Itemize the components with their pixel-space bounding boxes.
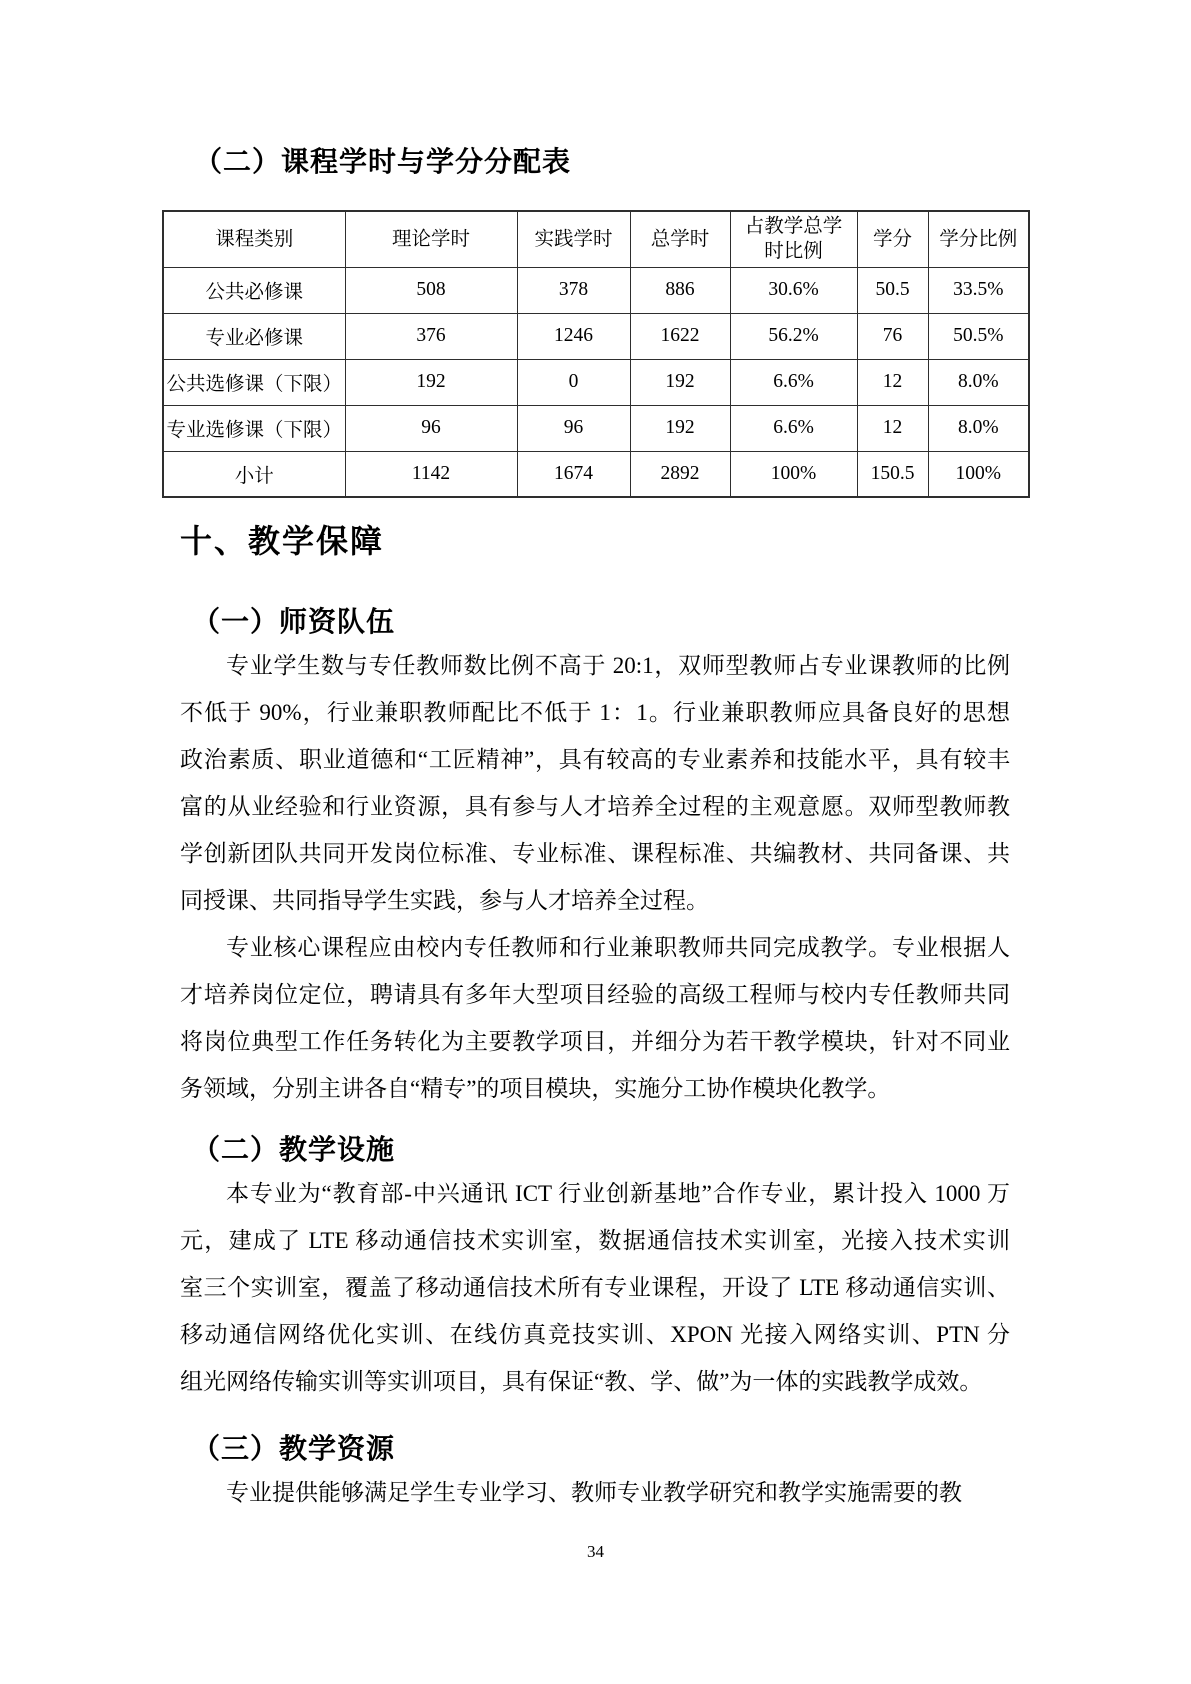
text-line: 专业学生数与专任教师数比例不高于 20:1，双师型教师占专业课教师的比例 <box>226 653 1010 678</box>
table-row <box>163 267 1029 313</box>
table-cell: 小计 <box>163 451 345 497</box>
table-cell: 150.5 <box>857 451 928 497</box>
text-line: 本专业为“教育部-中兴通讯 ICT 行业创新基地”合作专业，累计投入 1000 万 <box>226 1181 1010 1206</box>
header-course-category: 课程类别 <box>163 211 345 267</box>
faculty-paragraph-2 <box>180 924 1010 1112</box>
table-cell: 公共必修课 <box>163 267 345 313</box>
header-total-hours: 总学时 <box>630 211 730 267</box>
header-credits: 学分 <box>857 211 928 267</box>
header-hours-ratio: 占教学总学时比例 <box>730 211 857 267</box>
table-cell: 76 <box>857 313 928 359</box>
text-line: 政治素质、职业道德和“工匠精神”，具有较高的专业素养和技能水平，具有较丰 <box>180 747 1010 772</box>
text-line: 同授课、共同指导学生实践，参与人才培养全过程。 <box>180 888 709 913</box>
table-cell: 8.0% <box>928 405 1029 451</box>
table-row <box>163 359 1029 405</box>
table-cell: 1246 <box>517 313 630 359</box>
table-cell: 8.0% <box>928 359 1029 405</box>
table-cell: 508 <box>345 267 517 313</box>
table-cell: 376 <box>345 313 517 359</box>
table-cell: 50.5% <box>928 313 1029 359</box>
table-row <box>163 313 1029 359</box>
text-line: 将岗位典型工作任务转化为主要教学项目，并细分为若干教学模块，针对不同业 <box>180 1029 1010 1054</box>
table-cell: 30.6% <box>730 267 857 313</box>
table-cell: 192 <box>630 359 730 405</box>
page-number: 34 <box>587 1542 604 1561</box>
resources-paragraph <box>180 1469 1010 1516</box>
heading-credit-hours-table: （二）课程学时与学分分配表 <box>194 146 572 177</box>
header-theory-hours: 理论学时 <box>345 211 517 267</box>
text-line: 富的从业经验和行业资源，具有参与人才培养全过程的主观意愿。双师型教师教 <box>180 794 1010 819</box>
table-cell: 12 <box>857 359 928 405</box>
table-cell: 192 <box>345 359 517 405</box>
text-line: 专业核心课程应由校内专任教师和行业兼职教师共同完成教学。专业根据人 <box>226 935 1010 960</box>
table-cell: 1622 <box>630 313 730 359</box>
faculty-paragraph-1 <box>180 642 1010 924</box>
table-cell: 6.6% <box>730 405 857 451</box>
table-cell: 886 <box>630 267 730 313</box>
heading-teaching-guarantee: 十、教学保障 <box>180 523 385 559</box>
table-cell: 公共选修课（下限） <box>163 359 345 405</box>
text-line: 元，建成了 LTE 移动通信技术实训室，数据通信技术实训室，光接入技术实训 <box>180 1228 1010 1253</box>
header-practice-hours: 实践学时 <box>517 211 630 267</box>
table-cell: 100% <box>730 451 857 497</box>
table-cell: 专业必修课 <box>163 313 345 359</box>
table-cell: 专业选修课（下限） <box>163 405 345 451</box>
table-cell: 1142 <box>345 451 517 497</box>
credit-hours-table <box>162 210 1030 498</box>
heading-faculty-team: （一）师资队伍 <box>192 606 396 637</box>
table-cell: 33.5% <box>928 267 1029 313</box>
text-line: 组光网络传输实训等实训项目，具有保证“教、学、做”为一体的实践教学成效。 <box>180 1369 983 1394</box>
heading-teaching-resources: （三）教学资源 <box>192 1433 396 1464</box>
heading-teaching-facilities: （二）教学设施 <box>192 1134 396 1165</box>
text-line: 移动通信网络优化实训、在线仿真竞技实训、XPON 光接入网络实训、PTN 分 <box>180 1322 1010 1347</box>
header-credit-ratio: 学分比例 <box>928 211 1029 267</box>
table-row-subtotal <box>163 451 1029 497</box>
facilities-paragraph <box>180 1170 1010 1405</box>
table-row <box>163 405 1029 451</box>
table-cell: 56.2% <box>730 313 857 359</box>
text-line: 学创新团队共同开发岗位标准、专业标准、课程标准、共编教材、共同备课、共 <box>180 841 1010 866</box>
table-cell: 50.5 <box>857 267 928 313</box>
table-cell: 192 <box>630 405 730 451</box>
table-cell: 1674 <box>517 451 630 497</box>
table-cell: 378 <box>517 267 630 313</box>
text-line: 专业提供能够满足学生专业学习、教师专业教学研究和教学实施需要的教 <box>226 1480 962 1505</box>
table-cell: 0 <box>517 359 630 405</box>
table-header-row <box>163 211 1029 267</box>
text-line: 不低于 90%，行业兼职教师配比不低于 1：1。行业兼职教师应具备良好的思想 <box>180 700 1010 725</box>
text-line: 室三个实训室，覆盖了移动通信技术所有专业课程，开设了 LTE 移动通信实训、 <box>180 1275 1010 1300</box>
table-cell: 12 <box>857 405 928 451</box>
table-cell: 6.6% <box>730 359 857 405</box>
text-line: 才培养岗位定位，聘请具有多年大型项目经验的高级工程师与校内专任教师共同 <box>180 982 1010 1007</box>
table-cell: 2892 <box>630 451 730 497</box>
table-cell: 96 <box>345 405 517 451</box>
text-line: 务领域，分别主讲各自“精专”的项目模块，实施分工协作模块化教学。 <box>180 1076 891 1101</box>
table-cell: 96 <box>517 405 630 451</box>
table-cell: 100% <box>928 451 1029 497</box>
